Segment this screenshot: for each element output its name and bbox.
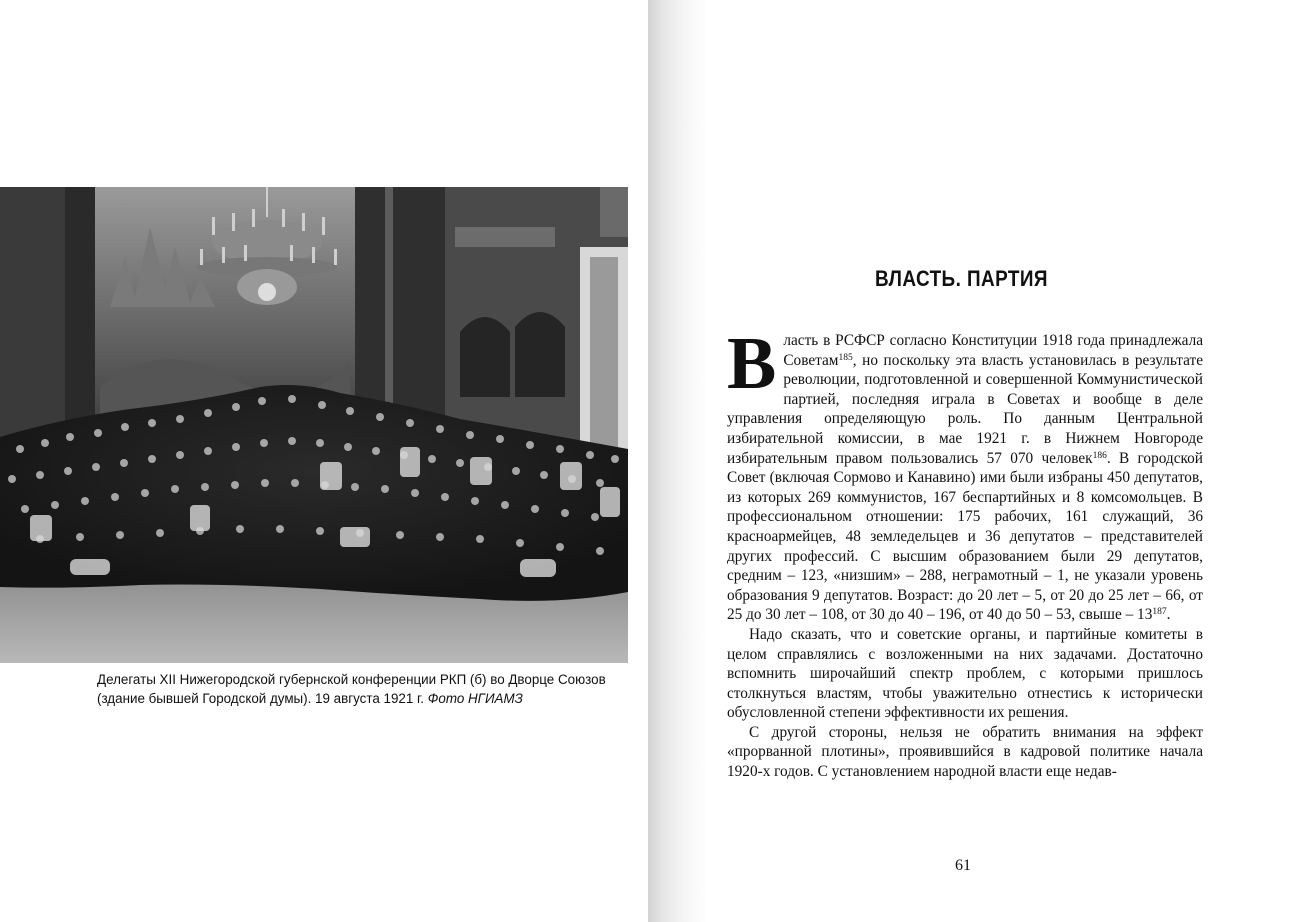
chapter-body — [727, 323, 1203, 782]
photo-credit: Фото НГИАМЗ — [427, 691, 523, 706]
photo-caption — [97, 670, 617, 708]
paragraph-1-text-d: . — [1166, 606, 1171, 624]
paragraph-1-text-a: ласть в РСФСР согласно Конституции 1918 года принадлежала Советам — [783, 332, 1203, 369]
chapter-title: ВЛАСТЬ. ПАРТИЯ — [875, 266, 1048, 291]
body-paragraph-3: С другой стороны, нельзя не обратить внимания на эффект «прорванной плотины», проявившийся в кадровой политике начала 1920-х годов. С установлением народной власти еще недав- — [727, 723, 1203, 781]
archival-group-photo — [0, 187, 628, 663]
footnote-ref-186[interactable]: 186 — [1092, 450, 1107, 461]
drop-cap: В — [727, 323, 777, 405]
body-paragraph-1 — [727, 323, 1203, 625]
paragraph-1-text-c: . В городской Совет (включая Сормово и Канавино) ими были избраны 450 депутатов, из которых 269 коммунистов, 167 беспартийных и 8 комсомольцев. В профессиональном отношении: 175 рабочих, 161 служащий, 36 красноармейцев, 48 земледельцев и 36 депутатов – представителей других профессий. С высшим образованием были 29 депутатов, средним – 123, «низшим» – 288, неграмотный – 1, не указали уровень образования 9 депутатов. Возраст: до 20 лет – 5, от 20 до 25 лет – 66, от 25 до 30 лет – 108, от 30 до 40 – 196, от 40 до 50 – 53, свыше – 13 — [727, 449, 1203, 624]
body-paragraph-2: Надо сказать, что и советские органы, и партийные комитеты в целом справлялись с возложенными на них задачами. Достаточно вспомнить широчайший спектр проблем, с которыми пришлось столкнуться властям, чтобы уважительно отнестись к исторически обусловленной степени эффективности их решения. — [727, 625, 1203, 722]
footnote-ref-185[interactable]: 185 — [838, 352, 853, 363]
page-number: 61 — [955, 857, 971, 874]
caption-text: Делегаты XII Нижегородской губернской конференции РКП (б) во Дворце Союзов (здание бывшей Городской думы). 19 августа 1921 г. — [97, 672, 606, 706]
footnote-ref-187[interactable]: 187 — [1152, 607, 1167, 618]
photo-illustration — [0, 187, 628, 663]
paragraph-1-text-b: , но поскольку эта власть установилась в результате революции, подготовленной и совершенной Коммунистической партией, последняя играла в Советах и вообще в деле управления определяющую роль. По данным Центральной избирательной комиссии, в мае 1921 г. в Нижнем Новгороде избирательным правом пользовались 57 070 человек — [727, 351, 1203, 467]
right-page — [690, 0, 1300, 922]
